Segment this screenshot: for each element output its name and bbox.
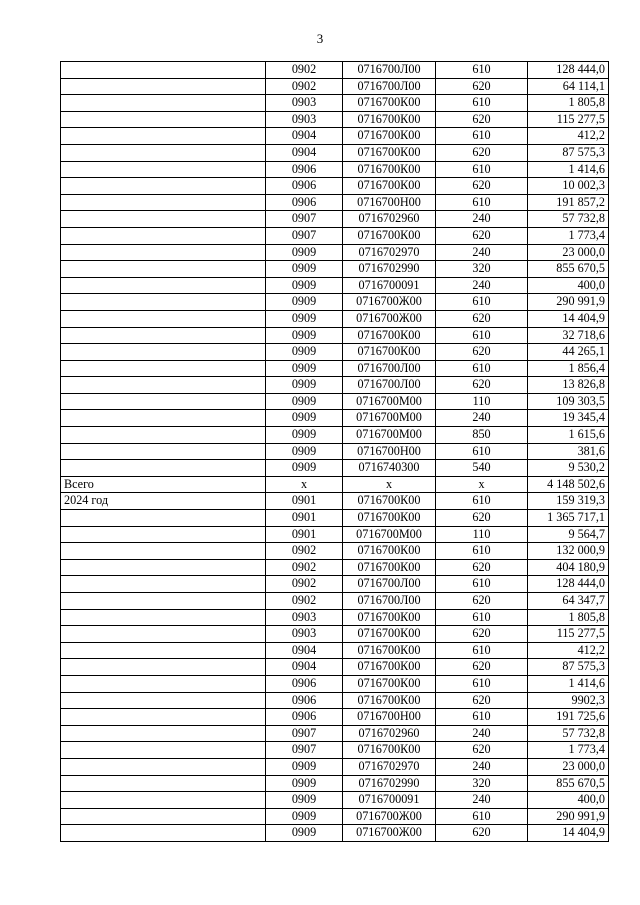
period-label-cell: 2024 год [61, 493, 266, 510]
table-row [61, 261, 609, 278]
target-article-cell: 0716700К00 [343, 626, 436, 643]
section-code-cell: 0909 [266, 410, 343, 427]
expense-type-cell: 610 [436, 128, 528, 145]
expense-type-cell: 240 [436, 277, 528, 294]
target-article-cell: 0716700091 [343, 277, 436, 294]
period-label-cell [61, 593, 266, 610]
section-code-cell: 0904 [266, 128, 343, 145]
expense-type-cell: 620 [436, 344, 528, 361]
table-row [61, 95, 609, 112]
target-article-cell: 0716700Л00 [343, 78, 436, 95]
expense-type-cell: 240 [436, 758, 528, 775]
section-code-cell: 0903 [266, 626, 343, 643]
section-code-cell: 0907 [266, 725, 343, 742]
target-article-cell: 0716700М00 [343, 427, 436, 444]
period-label-cell [61, 692, 266, 709]
table-row [61, 460, 609, 477]
amount-cell: 128 444,0 [528, 62, 609, 79]
amount-cell: 128 444,0 [528, 576, 609, 593]
table-row [61, 725, 609, 742]
section-code-cell: х [266, 476, 343, 493]
period-label-cell [61, 659, 266, 676]
target-article-cell: 0716700Л00 [343, 576, 436, 593]
expense-type-cell: 240 [436, 410, 528, 427]
amount-cell: 23 000,0 [528, 244, 609, 261]
expense-type-cell: 610 [436, 62, 528, 79]
section-code-cell: 0909 [266, 261, 343, 278]
amount-cell: 132 000,9 [528, 543, 609, 560]
table-row [61, 609, 609, 626]
table-row [61, 526, 609, 543]
expense-type-cell: х [436, 476, 528, 493]
section-code-cell: 0901 [266, 493, 343, 510]
section-code-cell: 0906 [266, 675, 343, 692]
target-article-cell: 0716700К00 [343, 227, 436, 244]
section-code-cell: 0904 [266, 642, 343, 659]
period-label-cell [61, 95, 266, 112]
expense-type-cell: 610 [436, 327, 528, 344]
section-code-cell: 0909 [266, 393, 343, 410]
period-label-cell [61, 427, 266, 444]
target-article-cell: 0716700Л00 [343, 62, 436, 79]
table-row [61, 593, 609, 610]
period-label-cell [61, 227, 266, 244]
period-label-cell [61, 526, 266, 543]
section-code-cell: 0909 [266, 775, 343, 792]
amount-cell: 412,2 [528, 642, 609, 659]
amount-cell: 1 414,6 [528, 675, 609, 692]
expense-type-cell: 610 [436, 360, 528, 377]
section-code-cell: 0909 [266, 360, 343, 377]
table-row [61, 194, 609, 211]
amount-cell: 9902,3 [528, 692, 609, 709]
target-article-cell: 0716700К00 [343, 659, 436, 676]
target-article-cell: х [343, 476, 436, 493]
expense-type-cell: 110 [436, 393, 528, 410]
table-row [61, 758, 609, 775]
section-code-cell: 0903 [266, 609, 343, 626]
period-label-cell [61, 825, 266, 842]
expense-type-cell: 240 [436, 244, 528, 261]
expense-type-cell: 620 [436, 310, 528, 327]
expense-type-cell: 620 [436, 510, 528, 527]
amount-cell: 290 991,9 [528, 808, 609, 825]
amount-cell: 87 575,3 [528, 144, 609, 161]
table-row [61, 410, 609, 427]
section-code-cell: 0907 [266, 227, 343, 244]
section-code-cell: 0909 [266, 277, 343, 294]
amount-cell: 381,6 [528, 443, 609, 460]
section-code-cell: 0909 [266, 758, 343, 775]
expense-type-cell: 610 [436, 609, 528, 626]
expense-type-cell: 620 [436, 111, 528, 128]
amount-cell: 400,0 [528, 792, 609, 809]
amount-cell: 9 564,7 [528, 526, 609, 543]
amount-cell: 10 002,3 [528, 178, 609, 195]
target-article-cell: 0716700Н00 [343, 709, 436, 726]
expense-type-cell: 620 [436, 825, 528, 842]
amount-cell: 64 347,7 [528, 593, 609, 610]
amount-cell: 1 773,4 [528, 742, 609, 759]
target-article-cell: 0716700Ж00 [343, 294, 436, 311]
expense-type-cell: 620 [436, 178, 528, 195]
period-label-cell [61, 609, 266, 626]
amount-cell: 290 991,9 [528, 294, 609, 311]
period-label-cell [61, 393, 266, 410]
amount-cell: 87 575,3 [528, 659, 609, 676]
section-code-cell: 0909 [266, 792, 343, 809]
period-label-cell [61, 277, 266, 294]
amount-cell: 64 114,1 [528, 78, 609, 95]
amount-cell: 44 265,1 [528, 344, 609, 361]
target-article-cell: 0716700091 [343, 792, 436, 809]
section-code-cell: 0909 [266, 427, 343, 444]
expense-type-cell: 110 [436, 526, 528, 543]
amount-cell: 109 303,5 [528, 393, 609, 410]
period-label-cell [61, 178, 266, 195]
section-code-cell: 0909 [266, 310, 343, 327]
amount-cell: 1 805,8 [528, 95, 609, 112]
period-label-cell [61, 675, 266, 692]
table-row [61, 476, 609, 493]
table-row [61, 775, 609, 792]
section-code-cell: 0903 [266, 95, 343, 112]
period-label-cell [61, 758, 266, 775]
target-article-cell: 0716700К00 [343, 510, 436, 527]
table-row [61, 626, 609, 643]
table-row [61, 128, 609, 145]
amount-cell: 412,2 [528, 128, 609, 145]
target-article-cell: 0716700К00 [343, 161, 436, 178]
expense-type-cell: 620 [436, 559, 528, 576]
section-code-cell: 0909 [266, 808, 343, 825]
table-row [61, 510, 609, 527]
target-article-cell: 0716700Н00 [343, 443, 436, 460]
amount-cell: 159 319,3 [528, 493, 609, 510]
target-article-cell: 0716700К00 [343, 95, 436, 112]
period-label-cell [61, 211, 266, 228]
amount-cell: 9 530,2 [528, 460, 609, 477]
amount-cell: 191 857,2 [528, 194, 609, 211]
target-article-cell: 0716702990 [343, 261, 436, 278]
target-article-cell: 0716700К00 [343, 144, 436, 161]
target-article-cell: 0716700К00 [343, 609, 436, 626]
period-label-cell [61, 725, 266, 742]
expense-type-cell: 610 [436, 443, 528, 460]
period-label-cell [61, 62, 266, 79]
section-code-cell: 0909 [266, 327, 343, 344]
section-code-cell: 0909 [266, 294, 343, 311]
section-code-cell: 0909 [266, 825, 343, 842]
expense-type-cell: 610 [436, 543, 528, 560]
section-code-cell: 0902 [266, 559, 343, 576]
section-code-cell: 0906 [266, 709, 343, 726]
period-label-cell [61, 144, 266, 161]
expense-type-cell: 610 [436, 576, 528, 593]
amount-cell: 400,0 [528, 277, 609, 294]
amount-cell: 1 856,4 [528, 360, 609, 377]
table-row [61, 808, 609, 825]
expense-type-cell: 850 [436, 427, 528, 444]
table-row [61, 443, 609, 460]
target-article-cell: 0716700К00 [343, 111, 436, 128]
amount-cell: 855 670,5 [528, 775, 609, 792]
expense-type-cell: 240 [436, 725, 528, 742]
period-label-cell [61, 642, 266, 659]
period-label-cell [61, 559, 266, 576]
amount-cell: 14 404,9 [528, 310, 609, 327]
target-article-cell: 0716700Л00 [343, 593, 436, 610]
expense-type-cell: 610 [436, 642, 528, 659]
table-row [61, 360, 609, 377]
period-label-cell [61, 344, 266, 361]
target-article-cell: 0716700К00 [343, 642, 436, 659]
table-row [61, 327, 609, 344]
amount-cell: 13 826,8 [528, 377, 609, 394]
table-row [61, 211, 609, 228]
expense-type-cell: 620 [436, 227, 528, 244]
expense-type-cell: 540 [436, 460, 528, 477]
amount-cell: 115 277,5 [528, 626, 609, 643]
amount-cell: 1 365 717,1 [528, 510, 609, 527]
target-article-cell: 0716740300 [343, 460, 436, 477]
section-code-cell: 0906 [266, 161, 343, 178]
table-row [61, 825, 609, 842]
section-code-cell: 0907 [266, 211, 343, 228]
target-article-cell: 0716700К00 [343, 493, 436, 510]
amount-cell: 4 148 502,6 [528, 476, 609, 493]
table-row [61, 310, 609, 327]
target-article-cell: 0716700К00 [343, 344, 436, 361]
period-label-cell [61, 775, 266, 792]
period-label-cell [61, 543, 266, 560]
table-row [61, 559, 609, 576]
amount-cell: 57 732,8 [528, 725, 609, 742]
amount-cell: 32 718,6 [528, 327, 609, 344]
period-label-cell: Всего [61, 476, 266, 493]
target-article-cell: 0716700К00 [343, 178, 436, 195]
expense-type-cell: 620 [436, 78, 528, 95]
section-code-cell: 0902 [266, 593, 343, 610]
period-label-cell [61, 742, 266, 759]
page-number: 3 [316, 31, 324, 46]
section-code-cell: 0902 [266, 543, 343, 560]
table-row [61, 344, 609, 361]
section-code-cell: 0906 [266, 178, 343, 195]
table-row [61, 742, 609, 759]
period-label-cell [61, 111, 266, 128]
section-code-cell: 0909 [266, 443, 343, 460]
period-label-cell [61, 510, 266, 527]
period-label-cell [61, 244, 266, 261]
section-code-cell: 0909 [266, 344, 343, 361]
expense-type-cell: 610 [436, 493, 528, 510]
amount-cell: 1 805,8 [528, 609, 609, 626]
expense-type-cell: 610 [436, 709, 528, 726]
expense-type-cell: 320 [436, 261, 528, 278]
section-code-cell: 0909 [266, 377, 343, 394]
period-label-cell [61, 294, 266, 311]
expense-type-cell: 620 [436, 742, 528, 759]
table-row [61, 393, 609, 410]
table-row [61, 659, 609, 676]
table-row [61, 161, 609, 178]
target-article-cell: 0716700Л00 [343, 360, 436, 377]
table-row [61, 244, 609, 261]
amount-cell: 19 345,4 [528, 410, 609, 427]
expense-type-cell: 610 [436, 808, 528, 825]
expense-type-cell: 610 [436, 161, 528, 178]
budget-table [60, 61, 609, 842]
target-article-cell: 0716702990 [343, 775, 436, 792]
expense-type-cell: 620 [436, 593, 528, 610]
table-row [61, 543, 609, 560]
target-article-cell: 0716700Н00 [343, 194, 436, 211]
target-article-cell: 0716700К00 [343, 543, 436, 560]
period-label-cell [61, 377, 266, 394]
target-article-cell: 0716700К00 [343, 128, 436, 145]
target-article-cell: 0716702970 [343, 244, 436, 261]
expense-type-cell: 620 [436, 144, 528, 161]
table-row [61, 111, 609, 128]
table-row [61, 709, 609, 726]
amount-cell: 57 732,8 [528, 211, 609, 228]
expense-type-cell: 620 [436, 377, 528, 394]
table-row [61, 62, 609, 79]
target-article-cell: 0716700Ж00 [343, 310, 436, 327]
amount-cell: 1 773,4 [528, 227, 609, 244]
amount-cell: 23 000,0 [528, 758, 609, 775]
section-code-cell: 0902 [266, 78, 343, 95]
section-code-cell: 0906 [266, 194, 343, 211]
target-article-cell: 0716700К00 [343, 327, 436, 344]
table-row [61, 277, 609, 294]
expense-type-cell: 240 [436, 211, 528, 228]
table-row [61, 178, 609, 195]
table-row [61, 144, 609, 161]
table-row [61, 576, 609, 593]
expense-type-cell: 610 [436, 95, 528, 112]
period-label-cell [61, 310, 266, 327]
amount-cell: 1 414,6 [528, 161, 609, 178]
target-article-cell: 0716700Ж00 [343, 808, 436, 825]
expense-type-cell: 610 [436, 194, 528, 211]
target-article-cell: 0716700Л00 [343, 377, 436, 394]
target-article-cell: 0716700М00 [343, 393, 436, 410]
section-code-cell: 0901 [266, 510, 343, 527]
period-label-cell [61, 194, 266, 211]
section-code-cell: 0909 [266, 244, 343, 261]
section-code-cell: 0904 [266, 659, 343, 676]
period-label-cell [61, 161, 266, 178]
target-article-cell: 0716702960 [343, 211, 436, 228]
section-code-cell: 0907 [266, 742, 343, 759]
period-label-cell [61, 576, 266, 593]
period-label-cell [61, 709, 266, 726]
target-article-cell: 0716700К00 [343, 742, 436, 759]
period-label-cell [61, 443, 266, 460]
period-label-cell [61, 792, 266, 809]
table-row [61, 427, 609, 444]
period-label-cell [61, 360, 266, 377]
target-article-cell: 0716700К00 [343, 692, 436, 709]
section-code-cell: 0909 [266, 460, 343, 477]
amount-cell: 14 404,9 [528, 825, 609, 842]
amount-cell: 191 725,6 [528, 709, 609, 726]
table-row [61, 675, 609, 692]
table-row [61, 493, 609, 510]
period-label-cell [61, 261, 266, 278]
section-code-cell: 0903 [266, 111, 343, 128]
target-article-cell: 0716700М00 [343, 410, 436, 427]
period-label-cell [61, 410, 266, 427]
expense-type-cell: 610 [436, 675, 528, 692]
section-code-cell: 0906 [266, 692, 343, 709]
expense-type-cell: 620 [436, 659, 528, 676]
section-code-cell: 0902 [266, 62, 343, 79]
section-code-cell: 0904 [266, 144, 343, 161]
expense-type-cell: 620 [436, 692, 528, 709]
period-label-cell [61, 460, 266, 477]
table-row [61, 377, 609, 394]
target-article-cell: 0716700Ж00 [343, 825, 436, 842]
amount-cell: 404 180,9 [528, 559, 609, 576]
expense-type-cell: 610 [436, 294, 528, 311]
expense-type-cell: 620 [436, 626, 528, 643]
amount-cell: 1 615,6 [528, 427, 609, 444]
target-article-cell: 0716700К00 [343, 559, 436, 576]
period-label-cell [61, 808, 266, 825]
section-code-cell: 0902 [266, 576, 343, 593]
table-row [61, 78, 609, 95]
table-row [61, 792, 609, 809]
period-label-cell [61, 327, 266, 344]
period-label-cell [61, 626, 266, 643]
table-row [61, 227, 609, 244]
expense-type-cell: 240 [436, 792, 528, 809]
expense-type-cell: 320 [436, 775, 528, 792]
table-row [61, 692, 609, 709]
section-code-cell: 0901 [266, 526, 343, 543]
target-article-cell: 0716700К00 [343, 675, 436, 692]
table-row [61, 642, 609, 659]
period-label-cell [61, 78, 266, 95]
amount-cell: 115 277,5 [528, 111, 609, 128]
target-article-cell: 0716700М00 [343, 526, 436, 543]
period-label-cell [61, 128, 266, 145]
target-article-cell: 0716702960 [343, 725, 436, 742]
amount-cell: 855 670,5 [528, 261, 609, 278]
target-article-cell: 0716702970 [343, 758, 436, 775]
budget-table-body [61, 62, 609, 842]
table-row [61, 294, 609, 311]
